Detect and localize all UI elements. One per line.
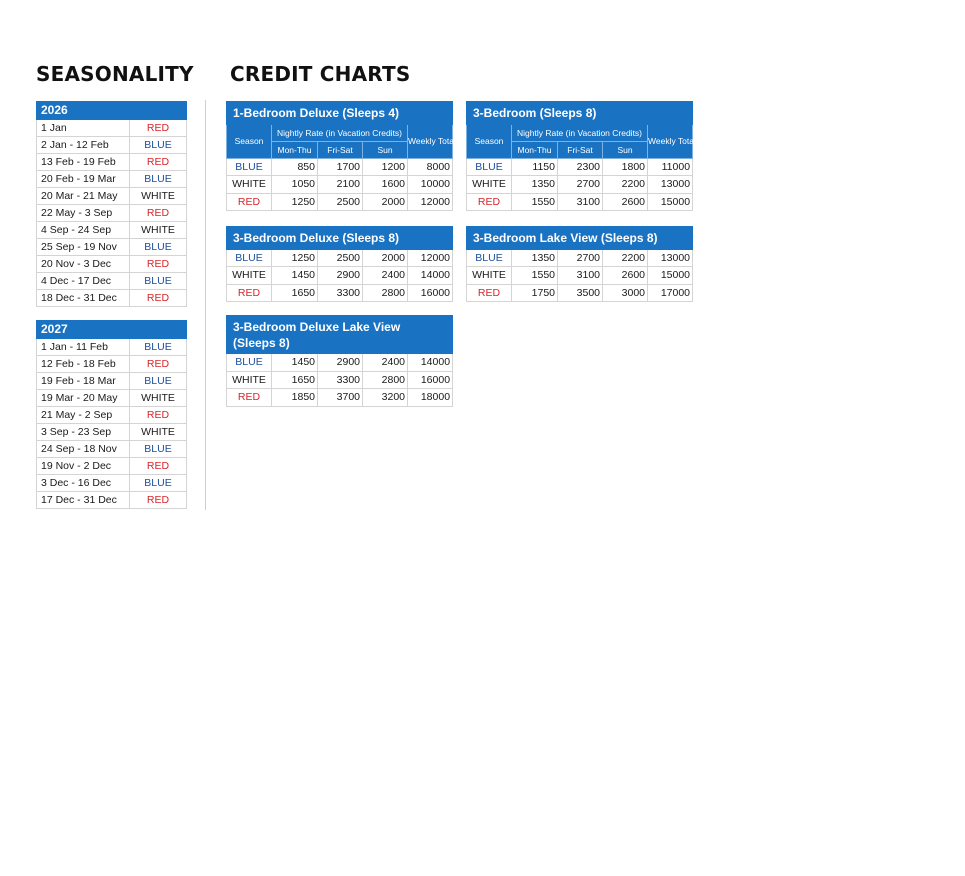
mon-thu-header: Mon-Thu xyxy=(272,141,318,158)
date-range: 25 Sep - 19 Nov xyxy=(37,239,130,256)
table-row xyxy=(37,137,187,154)
date-range: 19 Mar - 20 May xyxy=(37,390,130,407)
season-column-header: Season xyxy=(467,124,512,158)
weekly-total-value: 13000 xyxy=(648,176,693,194)
weekly-total-value: 14000 xyxy=(408,267,453,285)
table-row xyxy=(37,188,187,205)
season-label: RED xyxy=(467,193,512,211)
season-label: RED xyxy=(130,256,187,273)
season-label: BLUE xyxy=(467,249,512,267)
chart-title: 3-Bedroom Lake View (Sleeps 8) xyxy=(467,227,693,250)
date-range: 13 Feb - 19 Feb xyxy=(37,154,130,171)
date-range: 3 Sep - 23 Sep xyxy=(37,424,130,441)
seasonality-heading: SEASONALITY xyxy=(36,62,194,86)
table-row xyxy=(37,171,187,188)
date-range: 18 Dec - 31 Dec xyxy=(37,290,130,307)
credit-chart-3-bedroom-deluxe-lake-view xyxy=(226,315,453,407)
sun-value: 2400 xyxy=(363,267,408,285)
mon-thu-value: 1350 xyxy=(512,249,558,267)
sun-value: 1200 xyxy=(363,158,408,176)
credit-charts-heading: CREDIT CHARTS xyxy=(230,62,411,86)
fri-sat-value: 2700 xyxy=(558,249,603,267)
table-row xyxy=(227,354,453,372)
table-row xyxy=(37,222,187,239)
fri-sat-value: 2700 xyxy=(558,176,603,194)
table-row xyxy=(37,458,187,475)
fri-sat-value: 1700 xyxy=(318,158,363,176)
header-row xyxy=(467,124,693,141)
fri-sat-value: 3100 xyxy=(558,267,603,285)
fri-sat-value: 2500 xyxy=(318,193,363,211)
season-label: BLUE xyxy=(130,475,187,492)
season-label: BLUE xyxy=(130,441,187,458)
season-label: RED xyxy=(227,284,272,302)
season-label: BLUE xyxy=(130,339,187,356)
year-label: 2026 xyxy=(37,102,187,120)
season-label: BLUE xyxy=(130,137,187,154)
table-row xyxy=(467,176,693,194)
season-label: WHITE xyxy=(467,176,512,194)
chart-title: 1-Bedroom Deluxe (Sleeps 4) xyxy=(227,102,453,125)
table-row xyxy=(467,267,693,285)
table-row xyxy=(37,390,187,407)
nightly-rate-header: Nightly Rate (in Vacation Credits) xyxy=(512,124,648,141)
date-range: 4 Sep - 24 Sep xyxy=(37,222,130,239)
weekly-total-value: 11000 xyxy=(648,158,693,176)
chart-title-row xyxy=(227,316,453,354)
mon-thu-value: 1450 xyxy=(272,354,318,372)
table-row xyxy=(227,193,453,211)
table-row xyxy=(227,371,453,389)
credit-chart-3-bedroom-deluxe xyxy=(226,226,453,302)
seasonality-table-2026 xyxy=(36,101,187,307)
season-label: BLUE xyxy=(227,354,272,372)
season-label: RED xyxy=(227,193,272,211)
date-range: 1 Jan - 11 Feb xyxy=(37,339,130,356)
season-label: RED xyxy=(130,120,187,137)
sun-value: 2000 xyxy=(363,249,408,267)
season-label: WHITE xyxy=(130,424,187,441)
table-row xyxy=(37,356,187,373)
weekly-total-value: 16000 xyxy=(408,371,453,389)
sun-value: 2800 xyxy=(363,284,408,302)
table-row xyxy=(227,284,453,302)
season-label: RED xyxy=(130,458,187,475)
weekly-total-value: 15000 xyxy=(648,193,693,211)
chart-title: 3-Bedroom Deluxe (Sleeps 8) xyxy=(227,227,453,250)
nightly-rate-header: Nightly Rate (in Vacation Credits) xyxy=(272,124,408,141)
chart-title-row xyxy=(467,227,693,250)
date-range: 3 Dec - 16 Dec xyxy=(37,475,130,492)
table-row xyxy=(37,373,187,390)
season-label: RED xyxy=(467,284,512,302)
sun-value: 2600 xyxy=(603,267,648,285)
table-row xyxy=(37,256,187,273)
fri-sat-header: Fri-Sat xyxy=(318,141,363,158)
weekly-total-value: 8000 xyxy=(408,158,453,176)
table-row xyxy=(37,205,187,222)
table-row xyxy=(227,267,453,285)
season-label: BLUE xyxy=(130,373,187,390)
table-row xyxy=(37,475,187,492)
table-row xyxy=(227,176,453,194)
table-row xyxy=(37,290,187,307)
season-label: WHITE xyxy=(227,267,272,285)
table-row xyxy=(467,193,693,211)
mon-thu-value: 1650 xyxy=(272,284,318,302)
season-column-header: Season xyxy=(227,124,272,158)
mon-thu-header: Mon-Thu xyxy=(512,141,558,158)
season-label: RED xyxy=(130,205,187,222)
fri-sat-value: 2300 xyxy=(558,158,603,176)
weekly-total-value: 15000 xyxy=(648,267,693,285)
table-row xyxy=(37,407,187,424)
weekly-total-value: 16000 xyxy=(408,284,453,302)
year-header-row xyxy=(37,321,187,339)
date-range: 17 Dec - 31 Dec xyxy=(37,492,130,509)
fri-sat-value: 3300 xyxy=(318,284,363,302)
chart-title: 3-Bedroom (Sleeps 8) xyxy=(467,102,693,125)
season-label: RED xyxy=(130,407,187,424)
date-range: 19 Nov - 2 Dec xyxy=(37,458,130,475)
chart-title-row xyxy=(467,102,693,125)
table-row xyxy=(37,120,187,137)
date-range: 12 Feb - 18 Feb xyxy=(37,356,130,373)
table-row xyxy=(467,158,693,176)
table-row xyxy=(37,424,187,441)
date-range: 22 May - 3 Sep xyxy=(37,205,130,222)
fri-sat-value: 2100 xyxy=(318,176,363,194)
table-row xyxy=(37,492,187,509)
year-header-row xyxy=(37,102,187,120)
season-label: RED xyxy=(130,290,187,307)
weekly-total-value: 10000 xyxy=(408,176,453,194)
date-range: 2 Jan - 12 Feb xyxy=(37,137,130,154)
season-label: RED xyxy=(130,356,187,373)
season-label: WHITE xyxy=(130,188,187,205)
chart-title-row xyxy=(227,102,453,125)
sun-value: 2400 xyxy=(363,354,408,372)
mon-thu-value: 1550 xyxy=(512,267,558,285)
date-range: 20 Feb - 19 Mar xyxy=(37,171,130,188)
weekly-total-value: 12000 xyxy=(408,193,453,211)
section-divider xyxy=(205,100,206,510)
weekly-total-value: 13000 xyxy=(648,249,693,267)
sun-value: 2800 xyxy=(363,371,408,389)
chart-title-row xyxy=(227,227,453,250)
sun-header: Sun xyxy=(603,141,648,158)
sun-value: 2200 xyxy=(603,249,648,267)
sun-value: 3000 xyxy=(603,284,648,302)
weekly-total-header: Weekly Total xyxy=(648,124,693,158)
season-label: WHITE xyxy=(467,267,512,285)
season-label: BLUE xyxy=(227,249,272,267)
header-row xyxy=(227,124,453,141)
season-label: WHITE xyxy=(130,222,187,239)
date-range: 19 Feb - 18 Mar xyxy=(37,373,130,390)
weekly-total-value: 17000 xyxy=(648,284,693,302)
fri-sat-value: 3100 xyxy=(558,193,603,211)
sun-value: 3200 xyxy=(363,389,408,407)
season-label: RED xyxy=(130,154,187,171)
sun-value: 1800 xyxy=(603,158,648,176)
mon-thu-value: 850 xyxy=(272,158,318,176)
mon-thu-value: 1250 xyxy=(272,249,318,267)
season-label: BLUE xyxy=(227,158,272,176)
season-label: WHITE xyxy=(130,390,187,407)
mon-thu-value: 1350 xyxy=(512,176,558,194)
fri-sat-value: 2500 xyxy=(318,249,363,267)
date-range: 21 May - 2 Sep xyxy=(37,407,130,424)
mon-thu-value: 1850 xyxy=(272,389,318,407)
season-label: RED xyxy=(227,389,272,407)
mon-thu-value: 1150 xyxy=(512,158,558,176)
fri-sat-value: 2900 xyxy=(318,354,363,372)
table-row xyxy=(37,441,187,458)
fri-sat-header: Fri-Sat xyxy=(558,141,603,158)
table-row xyxy=(227,158,453,176)
sun-value: 1600 xyxy=(363,176,408,194)
date-range: 1 Jan xyxy=(37,120,130,137)
mon-thu-value: 1650 xyxy=(272,371,318,389)
table-row xyxy=(37,154,187,171)
mon-thu-value: 1250 xyxy=(272,193,318,211)
fri-sat-value: 3300 xyxy=(318,371,363,389)
sun-value: 2600 xyxy=(603,193,648,211)
table-row xyxy=(227,249,453,267)
date-range: 20 Nov - 3 Dec xyxy=(37,256,130,273)
season-label: BLUE xyxy=(130,171,187,188)
weekly-total-value: 14000 xyxy=(408,354,453,372)
sun-header: Sun xyxy=(363,141,408,158)
season-label: BLUE xyxy=(467,158,512,176)
chart-title: 3-Bedroom Deluxe Lake View (Sleeps 8) xyxy=(227,316,453,354)
date-range: 24 Sep - 18 Nov xyxy=(37,441,130,458)
table-row xyxy=(467,249,693,267)
date-range: 20 Mar - 21 May xyxy=(37,188,130,205)
date-range: 4 Dec - 17 Dec xyxy=(37,273,130,290)
table-row xyxy=(37,339,187,356)
weekly-total-value: 18000 xyxy=(408,389,453,407)
table-row xyxy=(37,273,187,290)
seasonality-table-2027 xyxy=(36,320,187,509)
season-label: WHITE xyxy=(227,371,272,389)
year-label: 2027 xyxy=(37,321,187,339)
season-label: WHITE xyxy=(227,176,272,194)
mon-thu-value: 1050 xyxy=(272,176,318,194)
credit-chart-3-bedroom-lake-view xyxy=(466,226,693,302)
season-label: BLUE xyxy=(130,239,187,256)
table-row xyxy=(227,389,453,407)
mon-thu-value: 1750 xyxy=(512,284,558,302)
fri-sat-value: 2900 xyxy=(318,267,363,285)
mon-thu-value: 1550 xyxy=(512,193,558,211)
sun-value: 2200 xyxy=(603,176,648,194)
weekly-total-value: 12000 xyxy=(408,249,453,267)
table-row xyxy=(37,239,187,256)
credit-chart-3-bedroom xyxy=(466,101,696,211)
sun-value: 2000 xyxy=(363,193,408,211)
fri-sat-value: 3500 xyxy=(558,284,603,302)
season-label: RED xyxy=(130,492,187,509)
credit-chart-1-bedroom-deluxe xyxy=(226,101,456,211)
fri-sat-value: 3700 xyxy=(318,389,363,407)
weekly-total-header: Weekly Total xyxy=(408,124,453,158)
table-row xyxy=(467,284,693,302)
season-label: BLUE xyxy=(130,273,187,290)
mon-thu-value: 1450 xyxy=(272,267,318,285)
